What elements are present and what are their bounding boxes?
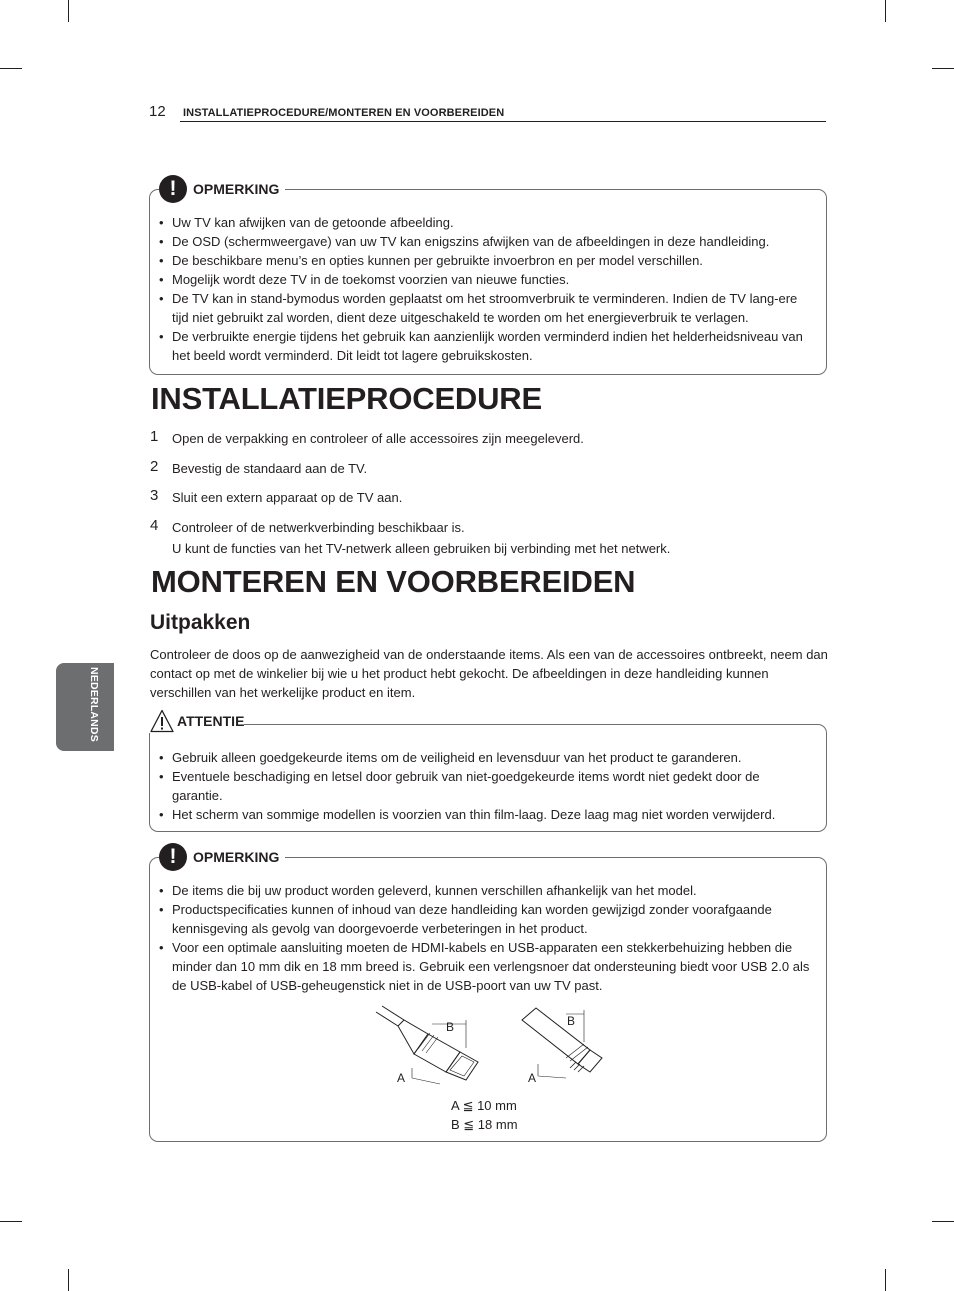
list-item: • Productspecificaties kunnen of inhoud van deze handleiding kan worden gewijzigd zonder voorafgaande kennisgeving als gevolg van doorgevoerde verbeteringen in het product. [159,900,811,938]
hdmi-label-a: A [397,1071,406,1085]
caution-header [146,709,244,733]
crop-mark [0,1221,22,1222]
list-item: • Mogelijk wordt deze TV in de toekomst voorzien van nieuwe functies. [159,270,811,289]
running-header: INSTALLATIEPROCEDURE/MONTEREN EN VOORBEREIDEN [183,107,505,119]
list-item: • De TV kan in stand-bymodus worden geplaatst om het stroomverbruik te verminderen. Indien de TV lang-ere tijd niet gebruikt zal worden, dient deze uitgeschakeld te worden om het energieverbruik te verlagen. [159,289,811,327]
hdmi-label-b: B [446,1020,455,1034]
usb-stick-drawing [522,1008,602,1078]
usb-label-b: B [567,1014,576,1028]
note-title: OPMERKING [193,849,280,865]
list-item: • De items die bij uw product worden geleverd, kunnen verschillen afhankelijk van het model. [159,881,811,900]
section-heading-mounting: MONTEREN EN VOORBEREIDEN [151,564,636,599]
note-box [149,177,827,375]
language-tab [56,663,114,751]
list-item: • Gebruik alleen goedgekeurde items om de veiligheid en levensduur van het product te garanderen. [159,748,811,767]
header-rule [180,121,826,122]
size-spec [451,1096,518,1134]
list-item: • Uw TV kan afwijken van de getoonde afbeelding. [159,213,811,232]
crop-mark [68,1269,69,1291]
list-item: • De OSD (schermweergave) van uw TV kan enigszins afwijken van de afbeeldingen in deze handleiding. [159,232,811,251]
caution-box [149,713,827,832]
step-text: Controleer of de netwerkverbinding beschikbaar is. [172,520,465,535]
subsection-heading: Uitpakken [150,611,251,634]
spec-b: B ≦ 18 mm [451,1117,518,1132]
crop-mark [932,68,954,69]
list-item: • De beschikbare menu’s en opties kunnen per gebruikte invoerbron en per model verschillen. [159,251,811,270]
warning-triangle-icon [150,709,174,733]
note-list [159,213,811,365]
note-header [159,843,285,871]
note-header [159,175,285,203]
crop-mark [68,0,69,22]
note-list [159,881,811,995]
hdmi-plug-drawing [376,1006,478,1084]
intro-paragraph: Controleer de doos op de aanwezigheid van de onderstaande items. Als een van de accessoires ontbreekt, neem dan contact op met de winkelier bij wie u het product hebt gekocht. De afbeeldingen in deze handleiding kunnen verschillen van het werkelijke product en item. [150,647,828,700]
step-text: Sluit een extern apparaat op de TV aan. [172,490,403,505]
crop-mark [885,1269,886,1291]
caution-title: ATTENTIE [177,713,245,729]
caution-list [159,748,811,824]
list-item: • Voor een optimale aansluiting moeten de HDMI-kabels en USB-apparaten een stekkerbehuizing hebben die minder dan 10 mm dik en 18 mm breed is. Gebruik een verlengsnoer dat ondersteuning biedt voor USB 2.0 als de USB-kabel of USB-geheugenstick niet in de USB-poort van uw TV past. [159,938,811,995]
step-number: 4 [150,517,159,534]
crop-mark [885,0,886,22]
usb-label-a: A [528,1071,537,1085]
page-number: 12 [149,103,166,120]
list-item: • De verbruikte energie tijdens het gebruik kan aanzienlijk worden verminderd indien het helderheidsniveau van het beeld wordt verminderd. Dit leidt tot lagere gebruikskosten. [159,327,811,365]
exclamation-icon: ! [159,175,187,203]
note-title: OPMERKING [193,181,280,197]
step-number: 1 [150,428,159,445]
language-tab-label: NEDERLANDS [88,667,100,742]
step-subtext: U kunt de functies van het TV-netwerk alleen gebruiken bij verbinding met het netwerk. [172,541,671,556]
crop-mark [932,1221,954,1222]
step-text: Open de verpakking en controleer of alle accessoires zijn meegeleverd. [172,431,584,446]
step-number: 2 [150,458,159,475]
exclamation-icon: ! [159,843,187,871]
list-item: • Het scherm van sommige modellen is voorzien van thin film-laag. Deze laag mag niet worden verwijderd. [159,805,811,824]
spec-a: A ≦ 10 mm [451,1098,517,1113]
section-heading-installation: INSTALLATIEPROCEDURE [151,381,542,416]
step-number: 3 [150,487,159,504]
list-item: • Eventuele beschadiging en letsel door gebruik van niet-goedgekeurde items wordt niet gedekt door de garantie. [159,767,811,805]
crop-mark [0,68,22,69]
step-text: Bevestig de standaard aan de TV. [172,461,368,476]
connector-size-diagram [370,1004,610,1088]
